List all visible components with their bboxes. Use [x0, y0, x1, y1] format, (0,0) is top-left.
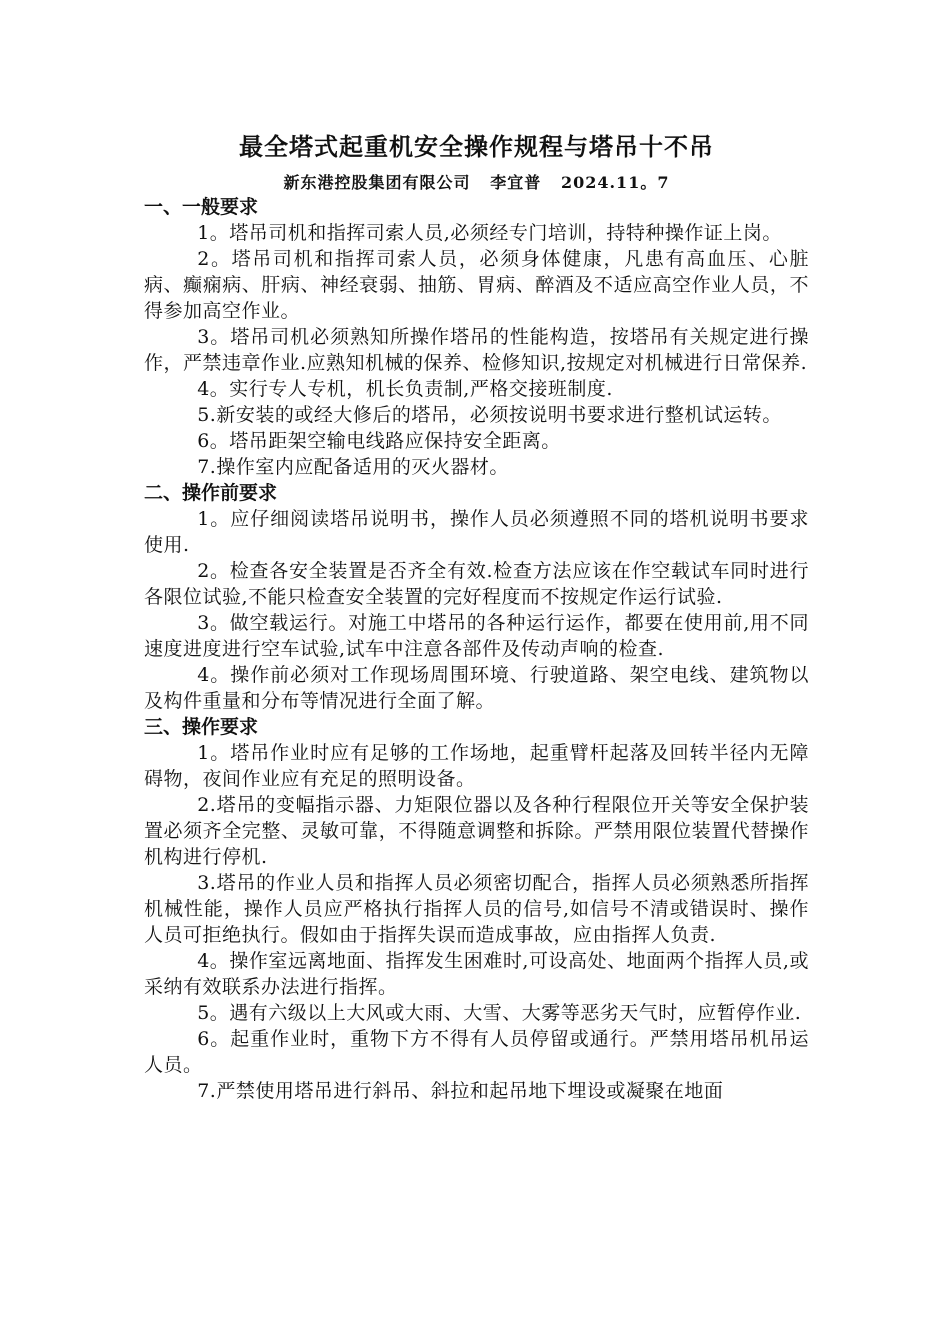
list-item: 3。塔吊司机必须熟知所操作塔吊的性能构造，按塔吊有关规定进行操作，严禁违章作业.应熟知机械的保养、检修知识,按规定对机械进行日常保养. — [144, 326, 809, 374]
section-heading: 三、操作要求 — [144, 716, 259, 738]
list-item: 4。操作室远离地面、指挥发生困难时,可设高处、地面两个指挥人员,或采纳有效联系办法进行指挥。 — [144, 950, 809, 998]
list-item: 7.操作室内应配备适用的灭火器材。 — [197, 456, 509, 478]
list-item: 5。遇有六级以上大风或大雨、大雪、大雾等恶劣天气时，应暂停作业. — [197, 1002, 802, 1024]
list-item: 6。起重作业时，重物下方不得有人员停留或通行。严禁用塔吊机吊运人员。 — [144, 1028, 809, 1076]
document-body — [144, 130, 809, 1104]
list-item: 1。塔吊司机和指挥司索人员,必须经专门培训，持特种操作证上岗。 — [197, 222, 782, 244]
list-item: 4。操作前必须对工作现场周围环境、行驶道路、架空电线、建筑物以及构件重量和分布等情况进行全面了解。 — [144, 664, 809, 712]
list-item: 4。实行专人专机，机长负责制,严格交接班制度. — [197, 378, 613, 400]
section-operation — [144, 714, 809, 1104]
author-line: 新东港控股集团有限公司 李宜普 2024.11。7 — [283, 173, 670, 192]
section-heading: 一、一般要求 — [144, 196, 259, 218]
section-pre-operation — [144, 480, 809, 714]
list-item: 3。做空载运行。对施工中塔吊的各种运行运作，都要在使用前,用不同速度进度进行空车试验,试车中注意各部件及传动声响的检查. — [144, 612, 809, 660]
list-item: 2.塔吊的变幅指示器、力矩限位器以及各种行程限位开关等安全保护装置必须齐全完整、灵敏可靠，不得随意调整和拆除。严禁用限位装置代替操作机构进行停机. — [144, 794, 809, 868]
list-item: 7.严禁使用塔吊进行斜吊、斜拉和起吊地下埋设或凝聚在地面 — [197, 1080, 724, 1102]
document-title: 最全塔式起重机安全操作规程与塔吊十不吊 — [239, 132, 714, 161]
list-item: 2。塔吊司机和指挥司索人员，必须身体健康，凡患有高血压、心脏病、癫痫病、肝病、神经衰弱、抽筋、胃病、醉酒及不适应高空作业人员，不得参加高空作业。 — [144, 248, 809, 322]
section-general — [144, 194, 809, 480]
list-item: 3.塔吊的作业人员和指挥人员必须密切配合，指挥人员必须熟悉所指挥机械性能，操作人员应严格执行指挥人员的信号,如信号不清或错误时、操作人员可拒绝执行。假如由于指挥失误而造成事故，应由指挥人负责. — [144, 872, 809, 946]
section-heading: 二、操作前要求 — [144, 482, 278, 504]
list-item: 6。塔吊距架空输电线路应保持安全距离。 — [197, 430, 561, 452]
list-item: 1。塔吊作业时应有足够的工作场地，起重臂杆起落及回转半径内无障碍物，夜间作业应有充足的照明设备。 — [144, 742, 809, 790]
list-item: 5.新安装的或经大修后的塔吊，必须按说明书要求进行整机试运转。 — [197, 404, 782, 426]
list-item: 1。应仔细阅读塔吊说明书，操作人员必须遵照不同的塔机说明书要求使用. — [144, 508, 809, 556]
list-item: 2。检查各安全装置是否齐全有效.检查方法应该在作空载试车同时进行各限位试验,不能只检查安全装置的完好程度而不按规定作运行试验. — [144, 560, 809, 608]
